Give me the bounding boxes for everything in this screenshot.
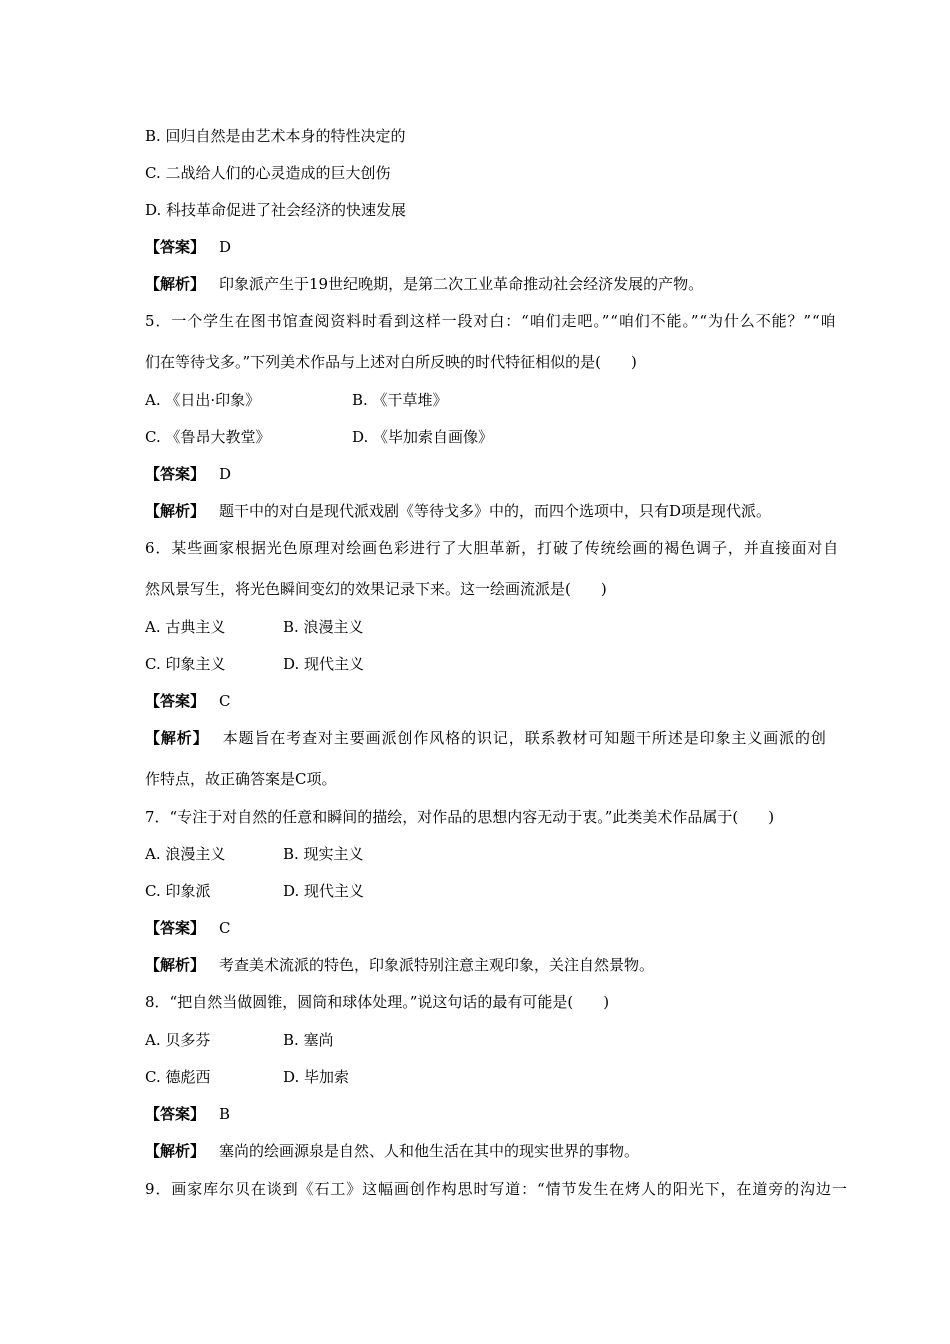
q8-stem: 8．“把自然当做圆锥，圆筒和球体处理。”说这句话的最有可能是( ): [145, 993, 610, 1011]
q7-answer-line: [145, 918, 231, 938]
answer-label: 【答案】: [145, 1105, 206, 1123]
q7-option-a: A. 浪漫主义: [145, 845, 226, 863]
q6-stem-line2: 然风景写生，将光色瞬间变幻的效果记录下来。这一绘画流派是( ): [145, 580, 607, 598]
q7-stem: 7．“专注于对自然的任意和瞬间的描绘，对作品的思想内容无动于衷。”此类美术作品属于( ): [145, 808, 775, 826]
q5-option-b: B. 《干草堆》: [352, 391, 448, 409]
q8-analysis-line: [145, 1141, 639, 1161]
q7-answer: C: [219, 919, 231, 937]
q7-option-b: B. 现实主义: [283, 845, 364, 863]
q4-analysis-line: [145, 274, 703, 294]
q6-option-c: C. 印象主义: [145, 655, 226, 673]
q4-option-c: C. 二战给人们的心灵造成的巨大创伤: [145, 164, 391, 182]
analysis-label: 【解析】: [145, 275, 206, 293]
q5-analysis-line: [145, 501, 771, 521]
q5-stem-line2: 们在等待戈多。”下列美术作品与上述对白所反映的时代特征相似的是( ): [145, 353, 637, 371]
q8-analysis: 塞尚的绘画源泉是自然、人和他生活在其中的现实世界的事物。: [219, 1142, 640, 1160]
answer-label: 【答案】: [145, 919, 206, 937]
q4-option-b: B. 回归自然是由艺术本身的特性决定的: [145, 127, 406, 145]
answer-label: 【答案】: [145, 465, 206, 483]
answer-label: 【答案】: [145, 238, 206, 256]
q5-analysis: 题干中的对白是现代派戏剧《等待戈多》中的，而四个选项中，只有D项是现代派。: [219, 502, 772, 520]
q6-analysis-line2: 作特点，故正确答案是C项。: [145, 770, 337, 788]
q7-option-c: C. 印象派: [145, 882, 211, 900]
q8-option-c: C. 德彪西: [145, 1068, 211, 1086]
q4-option-d: D. 科技革命促进了社会经济的快速发展: [145, 201, 407, 219]
q8-answer: B: [219, 1105, 231, 1123]
q5-option-c: C. 《鲁昂大教堂》: [145, 428, 271, 446]
q7-option-d: D. 现代主义: [283, 882, 365, 900]
analysis-label: 【解析】: [145, 1142, 206, 1160]
q8-option-d: D. 毕加索: [283, 1068, 350, 1086]
analysis-label: 【解析】: [145, 729, 209, 747]
q4-answer-line: [145, 237, 231, 257]
q6-answer-line: [145, 691, 231, 711]
answer-label: 【答案】: [145, 692, 206, 710]
q8-option-a: A. 贝多芬: [145, 1031, 211, 1049]
q7-analysis: 考查美术流派的特色，印象派特别注意主观印象，关注自然景物。: [219, 956, 655, 974]
q5-option-d: D. 《毕加索自画像》: [352, 428, 494, 446]
q6-option-b: B. 浪漫主义: [283, 618, 364, 636]
q4-analysis: 印象派产生于19世纪晚期，是第二次工业革命推动社会经济发展的产物。: [219, 275, 704, 293]
q9-stem-line1: 9．画家库尔贝在谈到《石工》这幅画创作构思时写道：“情节发生在烤人的阳光下，在道旁的沟边一: [145, 1180, 848, 1198]
q7-analysis-line: [145, 955, 654, 975]
analysis-label: 【解析】: [145, 956, 206, 974]
q8-option-b: B. 塞尚: [283, 1031, 334, 1049]
q5-option-a: A. 《日出·印象》: [145, 391, 261, 409]
q6-analysis-1: 本题旨在考查对主要画派创作风格的识记，联系教材可知题干所述是印象主义画派的创: [222, 729, 827, 747]
q6-option-d: D. 现代主义: [283, 655, 365, 673]
q5-answer-line: [145, 464, 231, 484]
q6-analysis-line1: [145, 728, 827, 748]
q5-answer: D: [219, 465, 232, 483]
analysis-label: 【解析】: [145, 502, 206, 520]
q6-answer: C: [219, 692, 231, 710]
q8-answer-line: [145, 1104, 230, 1124]
q4-answer: D: [219, 238, 232, 256]
q6-stem-line1: 6．某些画家根据光色原理对绘画色彩进行了大胆革新，打破了传统绘画的褐色调子，并直接面对自: [145, 539, 840, 557]
q5-stem-line1: 5．一个学生在图书馆查阅资料时看到这样一段对白：“咱们走吧。”“咱们不能。”“为什么不能？”“咱: [145, 312, 837, 330]
q6-option-a: A. 古典主义: [145, 618, 226, 636]
